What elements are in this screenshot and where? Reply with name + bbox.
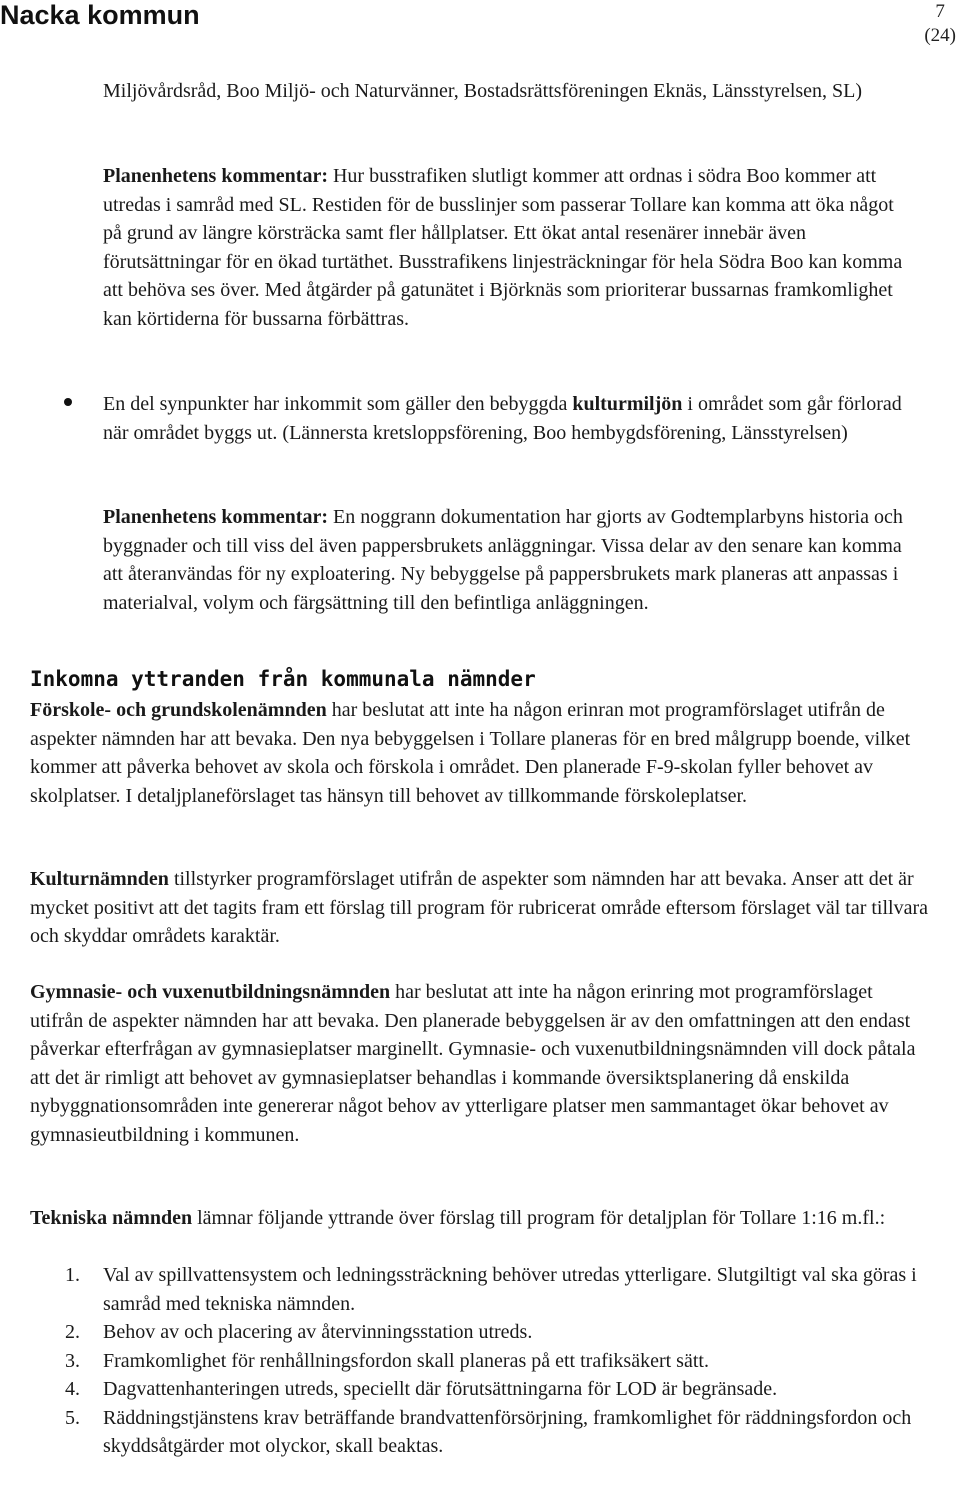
- list-text: Räddningstjänstens krav beträffande brandvattenförsörjning, framkomlighet för räddningsfordon och skyddsåtgärder mot olyckor, skall beaktas.: [103, 1406, 912, 1457]
- committee-name: Gymnasie- och vuxenutbildningsnämnden: [30, 981, 391, 1003]
- bullet-icon: [64, 398, 72, 406]
- list-text: Behov av och placering av återvinningsstation utreds.: [103, 1321, 533, 1343]
- page-number: [924, 0, 956, 48]
- list-text: Framkomlighet för renhållningsfordon skall planeras på ett trafiksäkert sätt.: [103, 1349, 709, 1372]
- paragraph-tekniska: [30, 1204, 930, 1233]
- comment-text: Hur busstrafiken slutligt kommer att ordnas i södra Boo kommer att utredas i samråd med SL. Restiden för de busslinjer som passerar Tollare kan komma att öka något på grund av längre körsträcka samt fler hållplatser. Ett ökat antal resenärer innebär även förutsättningar för en ökad turtäthet. Busstrafikens linjesträckningar för hela Södra Boo kan komma att behöva ses över. Med åtgärder på gatunätet i Björknäs som prioriterar bussarnas framkomlighet kan körtiderna för bussarna förbättras.: [103, 165, 903, 330]
- committee-name: Kulturnämnden: [30, 868, 169, 890]
- list-item: [30, 1375, 930, 1404]
- paragraph-references: Miljövårdsråd, Boo Miljö- och Naturvänner, Bostadsrättsföreningen Eknäs, Länsstyrelsen, SL): [103, 80, 863, 102]
- paragraph-forskole: [30, 696, 930, 810]
- list-item: [30, 1404, 930, 1461]
- list-text: Dagvattenhanteringen utreds, speciellt där förutsättningarna för LOD är begränsade.: [103, 1378, 778, 1400]
- list-item: [30, 1347, 930, 1376]
- paragraph-gymnasie: [30, 978, 930, 1149]
- list-number: 3.: [65, 1349, 80, 1372]
- list-number: 2.: [65, 1321, 80, 1343]
- comment-label: Planenhetens kommentar:: [103, 165, 328, 187]
- paragraph-comment-culture: [103, 503, 903, 617]
- list-item: [30, 1318, 930, 1347]
- list-number: 4.: [65, 1378, 80, 1400]
- committee-name: Tekniska nämnden: [30, 1207, 193, 1229]
- document-header-title: Nacka kommun: [0, 0, 200, 30]
- bullet-item-culture: [103, 390, 903, 447]
- list-number: 1.: [65, 1264, 80, 1286]
- section-heading: Inkomna yttranden från kommunala nämnder: [30, 667, 536, 691]
- committee-text: har beslutat att inte ha någon erinran mot programförslaget utifrån de aspekter nämnden har att bevaka. Den nya bebyggelsen i Tollare planeras för en bred målgrupp boende, vilket kommer att påverka behovet av skola och förskola i området. Den planerade F-9-skolan fyller behovet av skolplatser. I detaljplaneförslaget tas hänsyn till behovet av tillkommande förskoleplatser.: [30, 699, 911, 807]
- list-number: 5.: [65, 1406, 80, 1429]
- comment-label: Planenhetens kommentar:: [103, 506, 328, 528]
- paragraph-kultur: [30, 865, 930, 951]
- committee-text: tillstyrker programförslaget utifrån de aspekter som nämnden har att bevaka. Anser att det är mycket positivt att det tagits fram ett förslag till program för rubricerat område eftersom förslaget väl tar tillvara och skyddar områdets karaktär.: [30, 868, 929, 947]
- bullet-text-bold: kulturmiljön: [572, 393, 683, 415]
- committee-text: lämnar följande yttrande över förslag till program för detaljplan för Tollare 1:16 m.fl.:: [192, 1207, 886, 1229]
- committee-text: har beslutat att inte ha någon erinring mot programförslaget utifrån de aspekter nämnden har att bevaka. Den planerade bebyggelsen är av den omfattningen att den endast påverkar efterfrågan av gymnasieplatser marginellt. Gymnasie- och vuxenutbildningsnämnden vill dock påtala att det är rimligt att behovet av gymnasieplatser behandlas i kommande översiktsplanering då enskilda nybyggnationsområden inte genererar något behov av ytterligare platser men sammantaget ökar behovet av gymnasieutbildning i kommunen.: [30, 981, 916, 1146]
- paragraph-comment-bus: [103, 162, 903, 333]
- list-text: Val av spillvattensystem och ledningssträckning behöver utredas ytterligare. Slutgiltigt val ska göras i samråd med tekniska nämnden.: [103, 1264, 917, 1315]
- list-item: [30, 1261, 930, 1318]
- bullet-text-end: i området som går förlorad när området byggs ut. (Lännersta kretsloppsförening, Boo hembygdsförening, Länsstyrelsen): [103, 393, 902, 444]
- numbered-list: [30, 1261, 930, 1461]
- bullet-text-start: En del synpunkter har inkommit som gäller den bebyggda: [103, 393, 573, 415]
- page-total: (24): [924, 25, 956, 46]
- page-current: 7: [935, 1, 945, 22]
- committee-name: Förskole- och grundskolenämnden: [30, 699, 327, 721]
- comment-text: En noggrann dokumentation har gjorts av Godtemplarbyns historia och byggnader och till viss del även pappersbrukets anläggningar. Vissa delar av den senare kan komma att återanvändas för ny exploatering. Ny bebyggelse på pappersbrukets mark planeras att anpassas i materialval, volym och färgsättning till den befintliga anläggningen.: [103, 506, 903, 614]
